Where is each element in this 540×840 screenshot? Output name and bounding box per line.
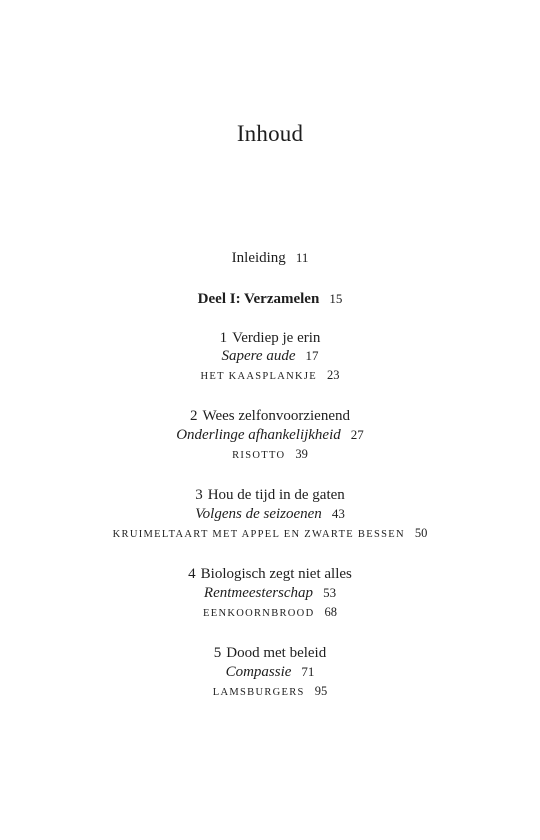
toc-chapter-1[interactable] [0, 330, 540, 347]
chapter-title: Verdiep je erin [232, 330, 321, 346]
recipe-label: KRUIMELTAART MET APPEL EN ZWARTE BESSEN [112, 529, 405, 540]
page-number: 71 [301, 664, 315, 679]
chapter-title: Wees zelfonvoorzienend [202, 408, 350, 424]
page-number: 17 [305, 348, 319, 363]
chapter-number: 3 [195, 487, 203, 503]
page-number: 43 [331, 506, 345, 521]
page-title: Inhoud [236, 121, 304, 146]
toc-subentry-1[interactable] [0, 348, 540, 365]
toc-chapter-3[interactable] [0, 487, 540, 504]
toc-recipe-1[interactable] [0, 368, 540, 383]
toc-chapter-2[interactable] [0, 408, 540, 425]
subentry-label: Sapere aude [221, 348, 296, 364]
toc-entry-intro[interactable] [0, 250, 540, 267]
recipe-label: LAMSBURGERS [212, 687, 305, 698]
chapter-number: 5 [213, 645, 222, 661]
subentry-label: Compassie [225, 664, 292, 680]
chapter-number: 4 [188, 566, 196, 582]
toc-recipe-3[interactable] [0, 526, 540, 541]
recipe-label: RISOTTO [232, 450, 286, 461]
page-number: 95 [314, 684, 328, 698]
page-number: 15 [329, 291, 343, 306]
chapter-title: Hou de tijd in de gaten [207, 487, 345, 503]
page-number: 53 [323, 585, 337, 600]
page-number: 39 [295, 447, 308, 461]
page-number: 68 [324, 605, 337, 619]
toc-chapter-5[interactable] [0, 645, 540, 662]
toc-recipe-5[interactable] [0, 684, 540, 699]
page-number: 50 [414, 526, 428, 540]
recipe-label: EENKOORNBROOD [203, 608, 315, 619]
toc-subentry-3[interactable] [0, 506, 540, 523]
page-number: 11 [295, 250, 309, 265]
subentry-label: Rentmeesterschap [203, 585, 314, 601]
toc-subentry-4[interactable] [0, 585, 540, 602]
chapter-title: Dood met beleid [226, 645, 327, 661]
chapter-number: 1 [219, 330, 228, 346]
subentry-label: Volgens de seizoenen [195, 506, 322, 522]
chapter-title: Biologisch zegt niet alles [200, 566, 352, 582]
toc-chapter-4[interactable] [0, 566, 540, 583]
toc-subentry-5[interactable] [0, 664, 540, 681]
toc-recipe-4[interactable] [0, 605, 540, 620]
page-number: 27 [350, 427, 364, 442]
recipe-label: HET KAASPLANKJE [200, 371, 317, 382]
page-number: 23 [326, 368, 340, 382]
toc-entry-part[interactable] [0, 291, 540, 308]
entry-label: Inleiding [231, 250, 286, 266]
part-label: Deel I: Verzamelen [197, 291, 320, 307]
toc-recipe-2[interactable] [0, 447, 540, 462]
subentry-label: Onderlinge afhankelijkheid [176, 427, 341, 443]
chapter-number: 2 [190, 408, 198, 424]
toc-subentry-2[interactable] [0, 427, 540, 444]
